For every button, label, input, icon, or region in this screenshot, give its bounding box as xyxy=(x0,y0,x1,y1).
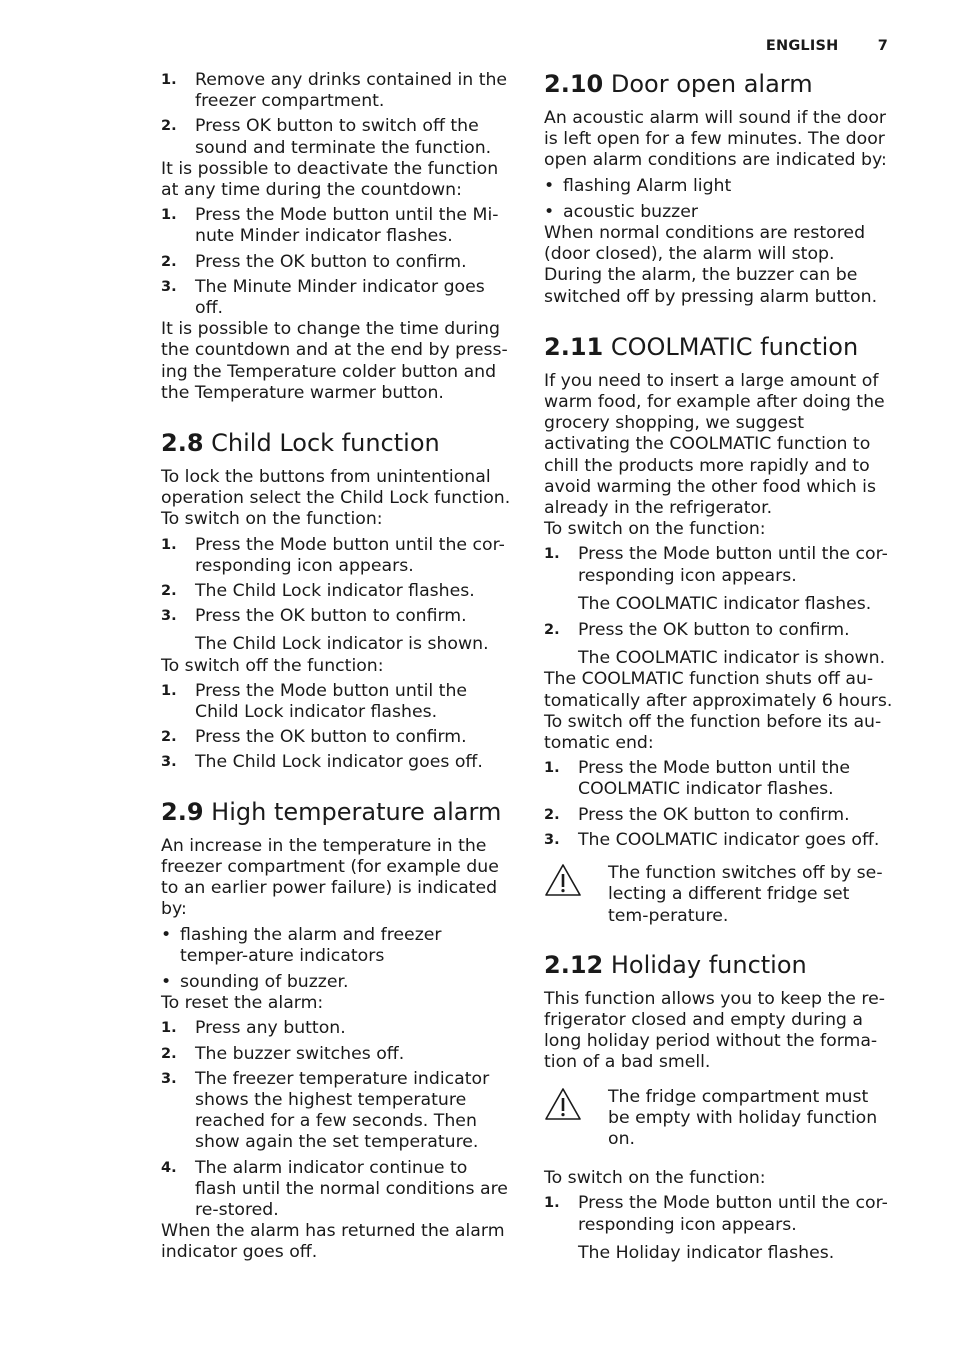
section-heading-2-10: 2.10 Door open alarm xyxy=(544,70,813,98)
page-number: 7 xyxy=(877,38,888,54)
list-item: 2. Press the OK button to confirm. xyxy=(544,804,850,825)
list-item: 2. Press OK button to switch off the sound and terminate the function. xyxy=(161,116,492,158)
list-item: 1. Press the Mode button until the cor-responding icon appears. xyxy=(161,534,505,576)
bullet-item: • sounding of buzzer. xyxy=(161,971,349,992)
section-heading-2-12: 2.12 Holiday function xyxy=(544,950,807,979)
paragraph: If you need to insert a large amount of warm food, for example after doing the grocery shopping, we suggest activating the COOLMATIC function to chill the products more rapidly and to avoid warming the other food which is already in the refrigerator. xyxy=(544,370,885,519)
list-item: 1. Remove any drinks contained in the freezer compartment. xyxy=(161,70,508,112)
list-item: 1. Press the Mode button until the Child Lock indicator flashes. xyxy=(161,680,468,723)
step-note: The COOLMATIC indicator flashes. xyxy=(578,593,872,614)
list-item: 2. Press the OK button to confirm. xyxy=(544,620,850,641)
list-item: 1. Press the Mode button until the Mi-nute Minder indicator flashes. xyxy=(161,205,499,247)
list-item: 1. Press any button. xyxy=(161,1018,346,1039)
paragraph: To reset the alarm: xyxy=(161,993,324,1014)
paragraph: An acoustic alarm will sound if the door is left open for a few minutes. The door open alarm conditions are indicated by: xyxy=(544,108,887,171)
list-item: 3. The freezer temperature indicator shows the highest temperature reached for a few seconds. Then show again the set temperature. xyxy=(161,1068,490,1153)
bullet-item: • acoustic buzzer xyxy=(544,201,698,222)
warning-note: The function switches off by se-lecting a different fridge set tem-perature. xyxy=(544,863,894,927)
warning-triangle-icon xyxy=(544,1087,582,1121)
paragraph: To lock the buttons from unintentional operation select the Child Lock function. xyxy=(161,467,511,509)
step-note: The COOLMATIC indicator is shown. xyxy=(578,648,886,669)
list-item: 2. The buzzer switches off. xyxy=(161,1043,405,1064)
right-column xyxy=(544,70,894,1264)
list-item: 3. The COOLMATIC indicator goes off. xyxy=(544,829,880,850)
paragraph: It is possible to change the time during the countdown and at the end by press-ing the Temperature colder button and the Temperature warmer button. xyxy=(161,319,508,403)
step-note: The Holiday indicator flashes. xyxy=(578,1242,835,1263)
paragraph: The COOLMATIC function shuts off au-tomatically after approximately 6 hours. To switch off the function before its au-tomatic end: xyxy=(544,669,893,754)
paragraph: To switch off the function: xyxy=(161,655,384,676)
left-column xyxy=(161,70,511,1264)
section-heading-2-9: 2.9 High temperature alarm xyxy=(161,797,502,826)
paragraph: To switch on the function: xyxy=(161,509,383,530)
language-label: ENGLISH xyxy=(765,38,839,54)
list-item: 4. The alarm indicator continue to flash until the normal conditions are re-stored. xyxy=(161,1157,508,1220)
paragraph: An increase in the temperature in the freezer compartment (for example due to an earlier power failure) is indicated by: xyxy=(161,835,499,920)
step-note: The Child Lock indicator is shown. xyxy=(195,634,489,655)
list-item: 2. The Child Lock indicator flashes. xyxy=(161,581,475,602)
paragraph: To switch on the function: xyxy=(544,1168,766,1189)
bullet-item: • flashing Alarm light xyxy=(544,175,732,196)
page-header xyxy=(766,38,888,54)
warning-triangle-icon xyxy=(544,863,582,897)
list-item: 2. Press the OK button to confirm. xyxy=(161,727,467,748)
paragraph: When normal conditions are restored (door closed), the alarm will stop. During the alarm, the buzzer can be switched off by pressing alarm button. xyxy=(544,223,878,307)
paragraph: When the alarm has returned the alarm indicator goes off. xyxy=(161,1221,505,1263)
list-item: 3. Press the OK button to confirm. xyxy=(161,606,467,627)
paragraph: To switch on the function: xyxy=(544,519,766,540)
list-item: 1. Press the Mode button until the cor-responding icon appears. xyxy=(544,1193,888,1235)
warning-note: The fridge compartment must be empty with holiday function on. xyxy=(544,1087,894,1151)
list-item: 1. Press the Mode button until the cor-responding icon appears. xyxy=(544,544,888,586)
list-item: 1. Press the Mode button until the COOLMATIC indicator flashes. xyxy=(544,758,851,800)
paragraph: It is possible to deactivate the function at any time during the countdown: xyxy=(161,158,499,201)
list-item: 3. The Child Lock indicator goes off. xyxy=(161,752,483,773)
section-heading-2-11: 2.11 COOLMATIC function xyxy=(544,332,859,361)
bullet-item: • flashing the alarm and freezer temper-ature indicators xyxy=(161,924,442,966)
section-heading-2-8: 2.8 Child Lock function xyxy=(161,429,440,458)
list-item: 3. The Minute Minder indicator goes off. xyxy=(161,276,485,319)
list-item: 2. Press the OK button to confirm. xyxy=(161,251,467,272)
paragraph: This function allows you to keep the re-frigerator closed and empty during a long holiday period without the forma-tion of a bad smell. xyxy=(544,988,885,1073)
